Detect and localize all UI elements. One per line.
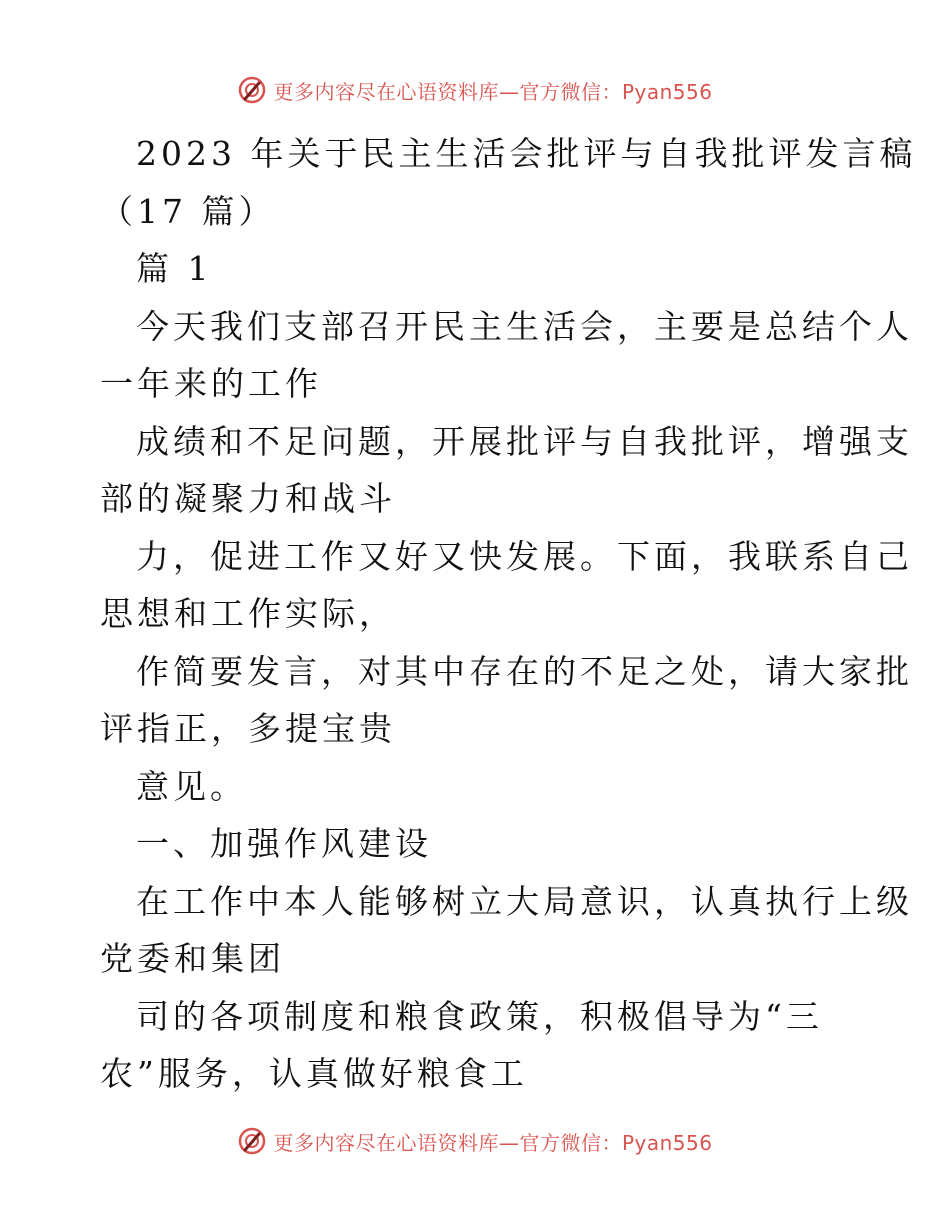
paragraph-line: 党委和集团	[100, 939, 285, 978]
logo-icon	[237, 1126, 267, 1156]
watermark-text: 更多内容尽在心语资料库—官方微信：Pyan556	[273, 1130, 713, 1155]
paragraph-line: 评指正，多提宝贵	[100, 709, 396, 748]
paragraph-line: 力，促进工作又好又快发展。下面，我联系自己	[136, 536, 913, 576]
paragraph-line: 作简要发言，对其中存在的不足之处，请大家批	[136, 651, 913, 691]
paragraph-line: 意见。	[136, 766, 247, 806]
section-heading: 篇 1	[136, 249, 213, 288]
logo-icon	[237, 75, 267, 105]
watermark-text: 更多内容尽在心语资料库—官方微信：Pyan556	[273, 79, 713, 104]
watermark-header	[0, 70, 950, 110]
document-body	[100, 125, 917, 1103]
paragraph-line: 思想和工作实际，	[100, 594, 396, 633]
document-title-count: （17 篇）	[100, 191, 276, 231]
document-title: 2023 年关于民主生活会批评与自我批评发言稿	[136, 134, 917, 173]
paragraph-line: 司的各项制度和粮食政策，积极倡导为“三	[136, 996, 823, 1036]
paragraph-line: 部的凝聚力和战斗	[100, 479, 396, 518]
paragraph-line: 成绩和不足问题，开展批评与自我批评，增强支	[136, 421, 913, 461]
subsection-heading: 一、加强作风建设	[136, 824, 432, 863]
watermark-footer	[0, 1121, 950, 1161]
paragraph-line: 一年来的工作	[100, 364, 322, 403]
paragraph-line: 今天我们支部召开民主生活会，主要是总结个人	[136, 306, 913, 346]
paragraph-line: 在工作中本人能够树立大局意识，认真执行上级	[136, 881, 913, 921]
paragraph-line: 农”服务，认真做好粮食工	[100, 1054, 528, 1093]
